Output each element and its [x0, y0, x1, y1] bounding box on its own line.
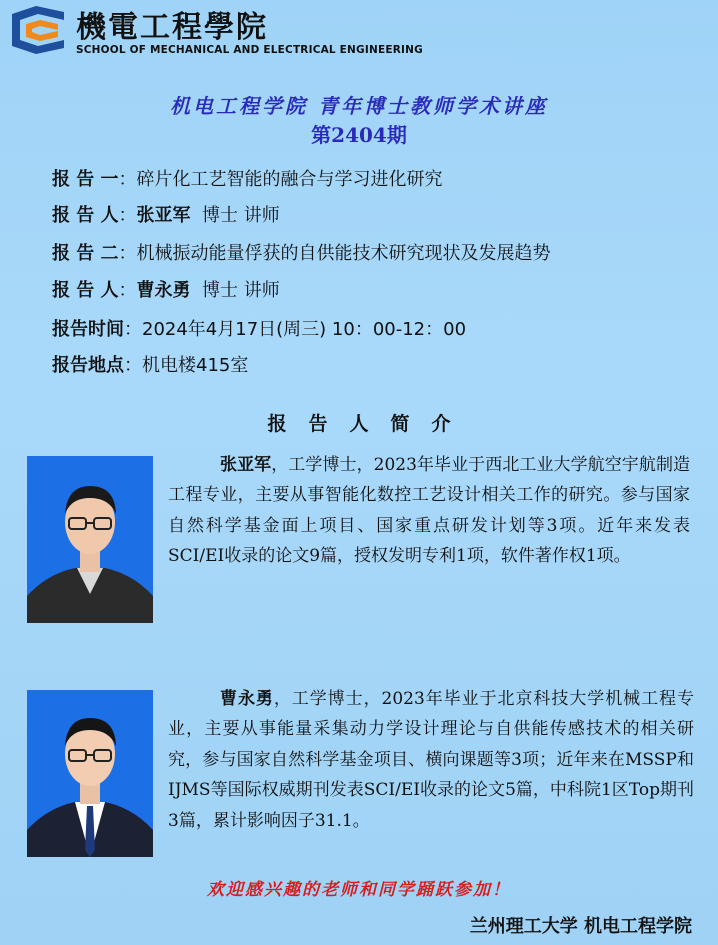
speaker2-bio: [168, 684, 694, 836]
speaker2-title: 博士 讲师: [202, 280, 280, 301]
college-name-cn: 機電工程學院: [76, 10, 268, 45]
speaker1-label: 报 告 人: [52, 205, 119, 226]
speaker1-name: 张亚军: [136, 205, 191, 226]
report1-row: [52, 165, 443, 191]
speaker1-bio: [168, 450, 690, 572]
colon: ：: [118, 205, 137, 226]
bio1-name: 张亚军: [220, 455, 272, 475]
speaker2-photo: [27, 690, 153, 857]
time-row: [52, 315, 466, 341]
issue-number: 第2404期: [311, 123, 407, 147]
colon: ：: [118, 169, 137, 190]
speaker1-row: [52, 201, 280, 227]
speaker2-label: 报 告 人: [52, 280, 119, 301]
header: [0, 0, 718, 60]
bio2-name: 曹永勇: [220, 689, 274, 709]
bio1-text: ，工学博士，2023年毕业于西北工业大学航空宇航制造工程专业，主要从事智能化数控工艺设计相关工作的研究。参与国家自然科学基金面上项目、国家重点研发计划等3项。近年来发表SCI/EI收录的论文9篇，授权发明专利1项，软件著作权1项。: [168, 455, 691, 567]
colon: ：: [124, 319, 142, 340]
speaker1-title: 博士 讲师: [202, 205, 280, 226]
speaker1-photo: [27, 456, 153, 623]
place-value: 机电楼415室: [142, 355, 249, 376]
report2-row: [52, 239, 551, 265]
report2-label: 报 告 二: [52, 243, 119, 264]
organizer: 兰州理工大学 机电工程学院: [469, 916, 692, 937]
place-row: [52, 351, 248, 377]
report2-title: 机械振动能量俘获的自供能技术研究现状及发展趋势: [136, 243, 551, 264]
colon: ：: [118, 243, 137, 264]
speaker2-row: [52, 276, 280, 302]
speaker2-name: 曹永勇: [136, 280, 191, 301]
colon: ：: [124, 355, 142, 376]
time-label: 报告时间: [52, 319, 124, 340]
college-logo-icon: [6, 4, 70, 56]
colon: ：: [118, 280, 137, 301]
speaker-intro-heading: 报告人简介: [267, 413, 473, 435]
report1-label: 报 告 一: [52, 169, 119, 190]
time-value: 2024年4月17日(周三) 10：00-12：00: [142, 319, 467, 340]
place-label: 报告地点: [52, 355, 124, 376]
lecture-series-title: 机电工程学院 青年博士教师学术讲座: [170, 94, 548, 118]
welcome-message: 欢迎感兴趣的老师和同学踊跃参加！: [207, 880, 511, 900]
bio2-text: ，工学博士，2023年毕业于北京科技大学机械工程专业，主要从事能量采集动力学设计理论与自供能传感技术的相关研究，参与国家自然科学基金项目、横向课题等3项；近年来在MSSP和IJMS等国际权威期刊发表SCI/EI收录的论文5篇，中科院1区Top期刊3篇，累计影响因子31.1。: [168, 689, 694, 831]
college-name-en: SCHOOL OF MECHANICAL AND ELECTRICAL ENGINEERING: [76, 44, 423, 56]
report1-title: 碎片化工艺智能的融合与学习进化研究: [136, 169, 443, 190]
